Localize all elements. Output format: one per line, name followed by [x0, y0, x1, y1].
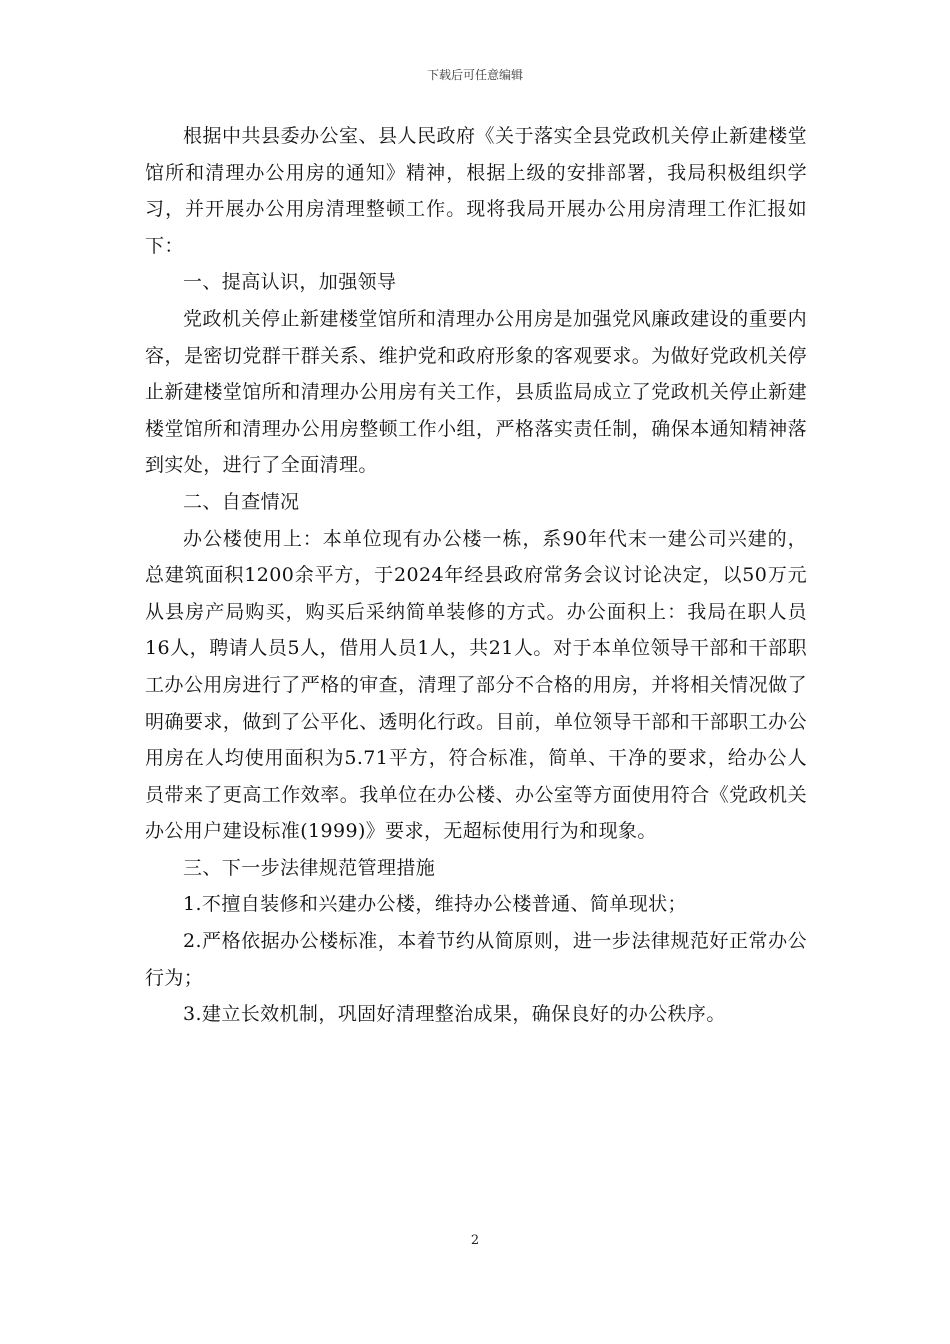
- measure-item-1: 1.不擅自装修和兴建办公楼，维持办公楼普通、简单现状；: [183, 893, 687, 916]
- intro-paragraph: 根据中共县委办公室、县人民政府《关于落实全县党政机关停止新建楼堂馆所和清理办公用房的通知》精神，根据上级的安排部署，我局积极组织学习，并开展办公用房清理整顿工作。现将我局开展办公用房清理工作汇报如下：: [145, 125, 807, 257]
- page-number: 2: [470, 1233, 480, 1248]
- header-note: 下载后可任意编辑: [426, 68, 523, 82]
- measure-item-3: 3.建立长效机制，巩固好清理整治成果，确保良好的办公秩序。: [183, 1003, 726, 1026]
- section-1-paragraph: 党政机关停止新建楼堂馆所和清理办公用房是加强党风廉政建设的重要内容，是密切党群干群关系、维护党和政府形象的客观要求。为做好党政机关停止新建楼堂馆所和清理办公用房有关工作，县质监局成立了党政机关停止新建楼堂馆所和清理办公用房整顿工作小组，严格落实责任制，确保本通知精神落到实处，进行了全面清理。: [145, 307, 807, 477]
- section-heading-3: 三、下一步法律规范管理措施: [183, 856, 436, 879]
- document-body: [145, 118, 807, 1033]
- section-heading-2: 二、自查情况: [183, 490, 300, 513]
- section-2-paragraph: 办公楼使用上：本单位现有办公楼一栋，系90年代末一建公司兴建的，总建筑面积1200余平方，于2024年经县政府常务会议讨论决定，以50万元从县房产局购买，购买后采纳简单装修的方式。办公面积上：我局在职人员16人，聘请人员5人，借用人员1人，共21人。对于本单位领导干部和干部职工办公用房进行了严格的审查，清理了部分不合格的用房，并将相关情况做了明确要求，做到了公平化、透明化行政。目前，单位领导干部和干部职工办公用房在人均使用面积为5.71平方，符合标准，简单、干净的要求，给办公人员带来了更高工作效率。我单位在办公楼、办公室等方面使用符合《党政机关办公用户建设标准(1999)》要求，无超标使用行为和现象。: [145, 527, 807, 843]
- measure-item-2: 2.严格依据办公楼标准，本着节约从简原则，进一步法律规范好正常办公行为；: [145, 930, 807, 989]
- section-heading-1: 一、提高认识，加强领导: [183, 271, 397, 294]
